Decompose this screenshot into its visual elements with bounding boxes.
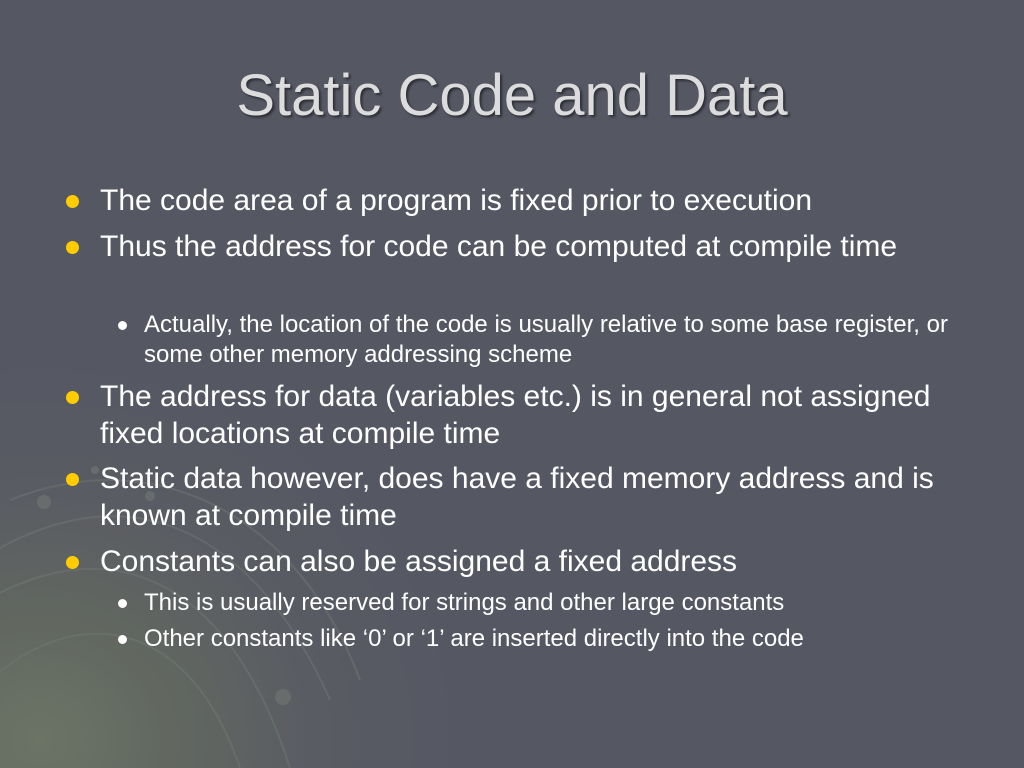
bullet-text: The code area of a program is fixed prior to execution [100, 184, 813, 217]
bullet-text: Thus the address for code can be computed at compile time [100, 230, 898, 263]
sub-bullet-dot-icon [118, 321, 127, 330]
sub-bullet-text: Actually, the location of the code is usually relative to some base register, or some other memory addressing scheme [144, 311, 948, 368]
slide-title: Static Code and Data [236, 63, 788, 128]
bullet-dot-icon [66, 473, 79, 486]
bullet-dot-icon [66, 391, 79, 404]
sub-bullet-dot-icon [118, 599, 127, 608]
sub-bullet-text: This is usually reserved for strings and other large constants [144, 589, 785, 616]
bullet-text: Static data however, does have a fixed memory address and is known at compile time [100, 462, 934, 532]
bullet-text: The address for data (variables etc.) is in general not assigned fixed locations at compile time [100, 380, 931, 450]
bullet-dot-icon [66, 241, 79, 254]
bullet-text: Constants can also be assigned a fixed address [100, 545, 738, 578]
sub-bullet-dot-icon [118, 635, 127, 644]
bullet-dot-icon [66, 195, 79, 208]
sub-bullet-text: Other constants like ‘0’ or ‘1’ are inserted directly into the code [144, 625, 804, 652]
bullet-dot-icon [66, 556, 79, 569]
